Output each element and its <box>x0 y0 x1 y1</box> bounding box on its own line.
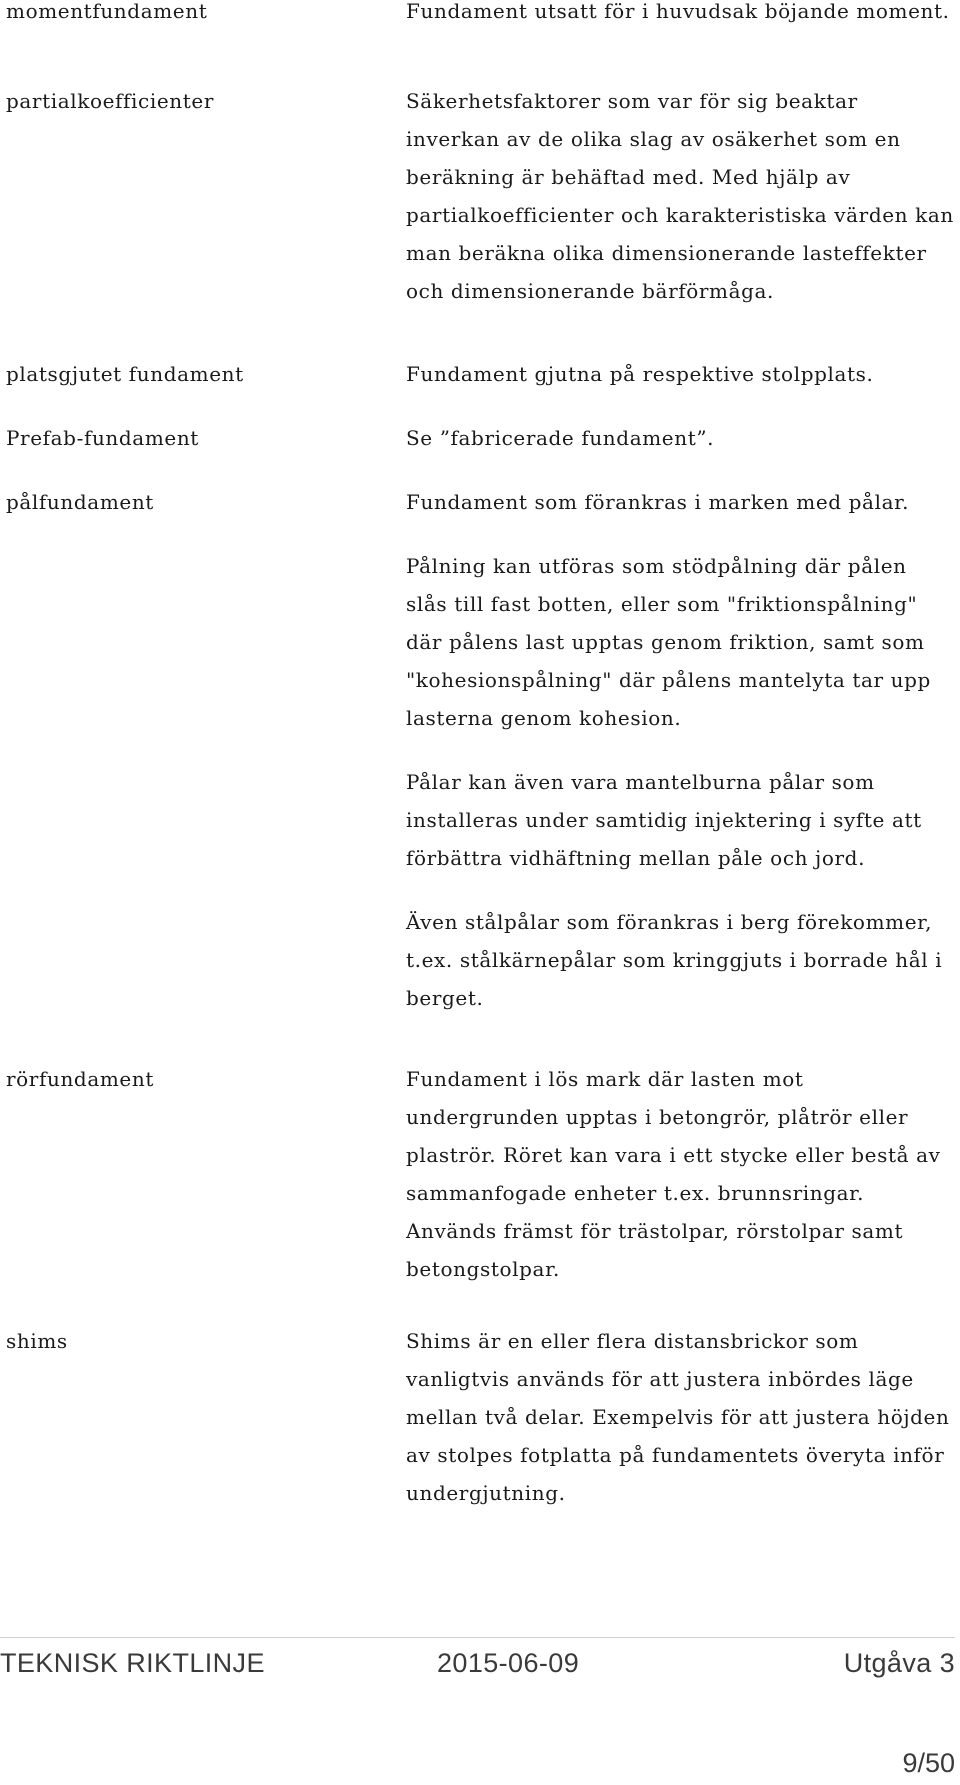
glossary-term: platsgjutet fundament <box>6 362 244 386</box>
glossary-definition <box>406 355 954 393</box>
glossary-definition <box>406 483 954 1017</box>
glossary-term: momentfundament <box>6 0 208 23</box>
definition-paragraph: Även stålpålar som förankras i berg förekommer, t.ex. stålkärnepålar som kringgjuts i borrade hål i berget. <box>406 910 943 1010</box>
definition-paragraph: Pålning kan utföras som stödpålning där pålen slås till fast botten, eller som "friktionspålning" där pålens last upptas genom friktion, samt som "kohesionspålning" där pålens mantelyta tar upp lasterna genom kohesion. <box>406 554 931 730</box>
glossary-term: Prefab-fundament <box>6 426 199 450</box>
definition-paragraph: Fundament i lös mark där lasten mot undergrunden upptas i betongrör, plåtrör eller plaströr. Röret kan vara i ett stycke eller bestå av sammanfogade enheter t.ex. brunnsringar. Används främst för trästolpar, rörstolpar samt betongstolpar. <box>406 1067 941 1281</box>
definition-paragraph: Shims är en eller flera distansbrickor som vanligtvis används för att justera inbördes läge mellan två delar. Exempelvis för att justera höjden av stolpes fotplatta på fundamentets överyta inför undergjutning. <box>406 1329 950 1505</box>
glossary-term: pålfundament <box>6 490 154 514</box>
glossary-definition <box>406 419 954 457</box>
glossary-definition <box>406 0 954 30</box>
glossary-definition <box>406 82 954 310</box>
page-footer <box>0 1637 955 1678</box>
glossary-definition <box>406 1322 954 1512</box>
glossary-term: rörfundament <box>6 1067 154 1091</box>
definition-paragraph: Säkerhetsfaktorer som var för sig beaktar inverkan av de olika slag av osäkerhet som en beräkning är behäftad med. Med hjälp av partialkoefficienter och karakteristiska värden kan man beräkna olika dimensionerande lasteffekter och dimensionerande bärförmåga. <box>406 89 954 303</box>
definition-paragraph: Fundament utsatt för i huvudsak böjande moment. <box>406 0 950 23</box>
glossary-definition <box>406 1060 954 1288</box>
definition-paragraph: Fundament gjutna på respektive stolpplats. <box>406 362 874 386</box>
document-edition: Utgåva 3 <box>843 1648 955 1678</box>
page-number: 9/50 <box>902 1748 955 1778</box>
glossary-term: partialkoefficienter <box>6 89 214 113</box>
definition-paragraph: Pålar kan även vara mantelburna pålar som installeras under samtidig injektering i syfte att förbättra vidhäftning mellan påle och jord. <box>406 770 922 870</box>
definition-paragraph: Fundament som förankras i marken med pålar. <box>406 490 910 514</box>
glossary-term: shims <box>6 1329 68 1353</box>
document-date: 2015-06-09 <box>437 1648 580 1678</box>
definition-paragraph: Se ”fabricerade fundament”. <box>406 426 715 450</box>
document-title: TEKNISK RIKTLINJE <box>0 1648 265 1678</box>
